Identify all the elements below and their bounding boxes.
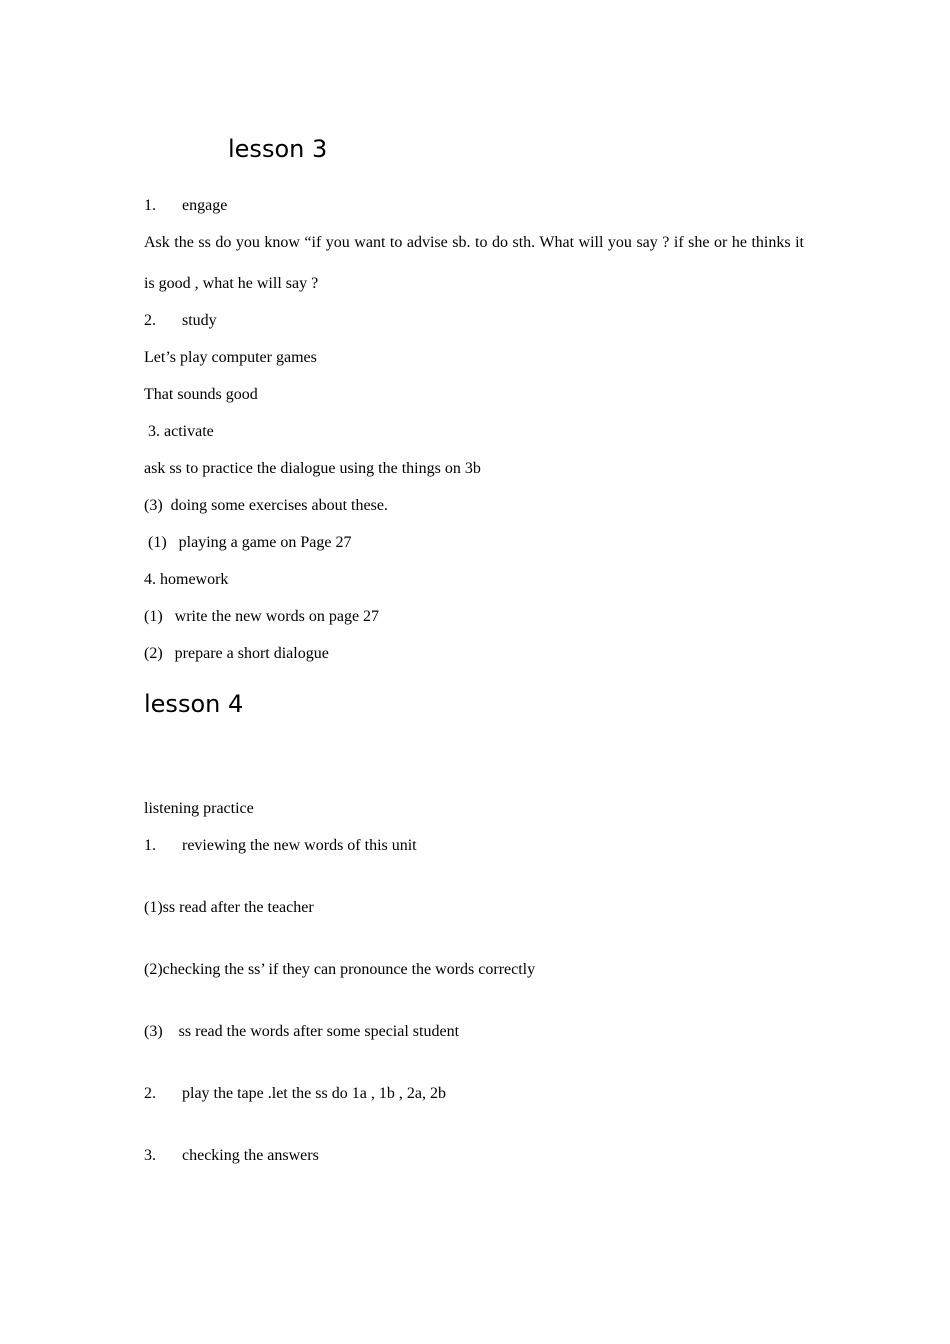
lesson3-step4: 4. homework bbox=[144, 571, 229, 588]
lesson4-sub3: (3) ss read the words after some special student bbox=[144, 1023, 460, 1040]
lesson4-step2-label: play the tape .let the ss do 1a , 1b , 2a, 2b bbox=[182, 1085, 446, 1102]
lesson4-subtitle: listening practice bbox=[144, 800, 254, 817]
lesson4-step2 bbox=[144, 1084, 446, 1104]
lesson3-step1-label: engage bbox=[182, 197, 228, 214]
lesson4-title: lesson 4 bbox=[144, 690, 244, 718]
lesson3-homework2: (2) prepare a short dialogue bbox=[144, 645, 329, 662]
lesson4-step3 bbox=[144, 1146, 319, 1166]
lesson3-study-line1: Let’s play computer games bbox=[144, 349, 317, 366]
lesson3-step2-label: study bbox=[182, 312, 217, 329]
lesson3-exercises: (3) doing some exercises about these. bbox=[144, 497, 388, 514]
lesson4-step1-number: 1. bbox=[144, 837, 156, 854]
lesson3-step3: 3. activate bbox=[144, 423, 214, 440]
lesson4-step3-number: 3. bbox=[144, 1147, 156, 1164]
lesson3-step2-number: 2. bbox=[144, 312, 156, 329]
lesson4-sub1: (1)ss read after the teacher bbox=[144, 899, 314, 916]
lesson4-sub2: (2)checking the ss’ if they can pronounce the words correctly bbox=[144, 961, 536, 978]
lesson3-step1 bbox=[144, 196, 227, 216]
lesson3-study-line2: That sounds good bbox=[144, 386, 258, 403]
lesson3-homework1: (1) write the new words on page 27 bbox=[144, 608, 380, 625]
lesson4-step3-label: checking the answers bbox=[182, 1147, 319, 1164]
lesson3-title: lesson 3 bbox=[228, 135, 328, 163]
lesson4-step2-number: 2. bbox=[144, 1085, 156, 1102]
lesson3-step1-number: 1. bbox=[144, 197, 156, 214]
lesson3-engage-text: Ask the ss do you know “if you want to advise sb. to do sth. What will you say ? if she or he thinks it is good , what he will say ? bbox=[144, 234, 804, 292]
lesson3-game: (1) playing a game on Page 27 bbox=[144, 534, 352, 551]
lesson3-step2 bbox=[144, 311, 217, 331]
lesson3-activate-text: ask ss to practice the dialogue using the things on 3b bbox=[144, 460, 481, 477]
lesson4-step1-label: reviewing the new words of this unit bbox=[182, 837, 417, 854]
lesson4-step1 bbox=[144, 836, 417, 856]
